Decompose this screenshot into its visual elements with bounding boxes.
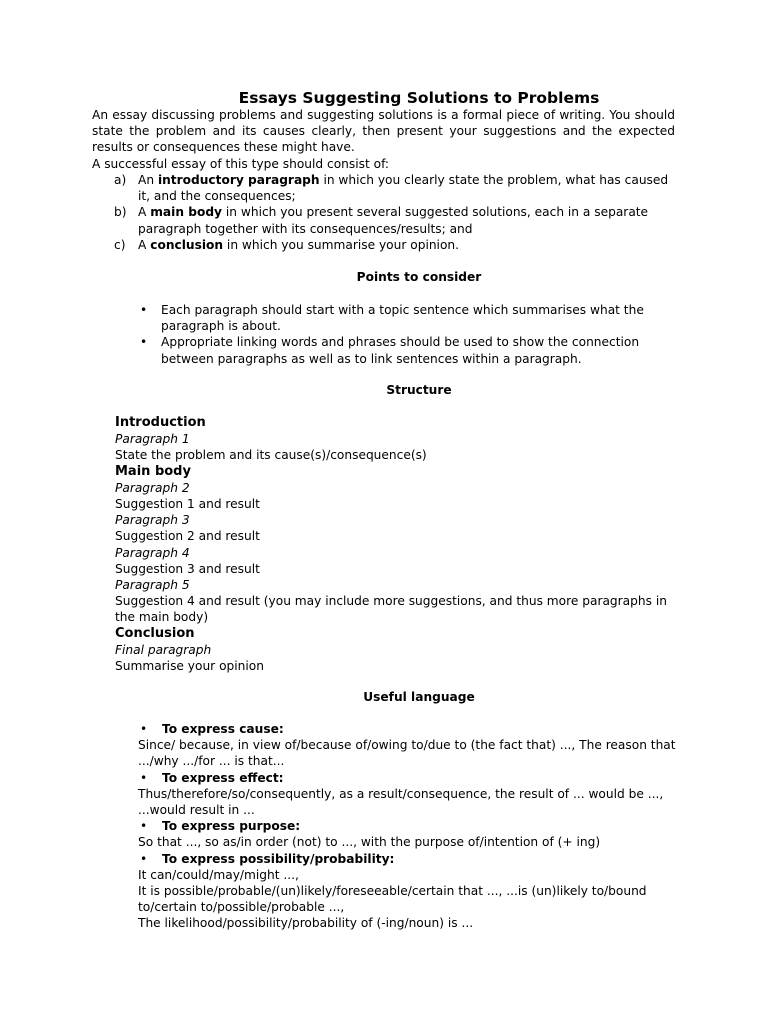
- paragraph-label: Paragraph 3: [115, 513, 190, 528]
- bullet-icon: •: [140, 819, 148, 834]
- paragraph-label: Paragraph 5: [115, 578, 190, 593]
- structure-heading: Structure: [386, 383, 452, 397]
- points-list: [140, 302, 660, 367]
- point-item: [140, 334, 660, 366]
- part-term: main body: [150, 205, 223, 220]
- part-desc: in which you clearly state the problem, what has caused it, and the consequences;: [138, 173, 669, 204]
- paragraph-label: Paragraph 4: [115, 545, 190, 560]
- paragraph-desc: State the problem and its cause(s)/consequence(s): [115, 448, 427, 463]
- paragraph-label: Final paragraph: [115, 642, 212, 657]
- cause-heading-text: To express cause:: [162, 722, 284, 736]
- useful-language-list: [138, 721, 693, 932]
- intro-paragraph: An essay discussing problems and suggesting solutions is a formal piece of writing. You should state the problem and its causes clearly, then present your suggestions and the expected results or consequences these might have.: [92, 108, 675, 155]
- paragraph-label: Paragraph 2: [115, 480, 190, 495]
- list-letter: c): [114, 237, 126, 252]
- paragraph-desc: Suggestion 4 and result (you may include more suggestions, and thus more paragraphs in the main body): [115, 594, 667, 625]
- bullet-icon: •: [140, 335, 148, 350]
- effect-heading: [138, 770, 693, 786]
- bullet-icon: •: [140, 722, 148, 736]
- section-introduction: Introduction: [115, 415, 206, 430]
- paragraph-desc: Suggestion 3 and result: [115, 561, 260, 576]
- possibility-line-3: The likelihood/possibility/probability of (-ing/noun) is ...: [138, 916, 474, 931]
- purpose-heading: [138, 818, 693, 834]
- point-text: Appropriate linking words and phrases should be used to show the connection between paragraphs as well as to link sentences within a paragraph.: [161, 335, 640, 366]
- essay-part-a: [114, 172, 674, 204]
- document-title: Essays Suggesting Solutions to Problems: [238, 89, 600, 107]
- section-main-body: Main body: [115, 463, 191, 479]
- structure-outline: [115, 415, 685, 674]
- paragraph-desc: Summarise your opinion: [115, 659, 264, 674]
- paragraph-desc: Suggestion 1 and result: [115, 497, 260, 512]
- purpose-text: So that ..., so as/in order (not) to ..., with the purpose of/intention of (+ ing): [138, 835, 601, 850]
- consist-line: A successful essay of this type should consist of:: [92, 157, 390, 171]
- list-letter: a): [114, 173, 127, 187]
- part-desc: in which you present several suggested solutions, each in a separate paragraph together with its consequences/results; and: [138, 205, 649, 236]
- cause-text: Since/ because, in view of/because of/owing to/due to (the fact that) ..., The reason that .../why .../for ... is that...: [138, 738, 676, 769]
- part-prefix: A: [138, 205, 151, 220]
- bullet-icon: •: [140, 770, 148, 785]
- essay-part-c: [114, 237, 674, 253]
- part-prefix: An: [138, 173, 158, 187]
- part-desc: in which you summarise your opinion.: [223, 237, 459, 252]
- part-term: conclusion: [150, 237, 224, 252]
- possibility-heading-text: To express possibility/probability:: [162, 851, 395, 866]
- effect-heading-text: To express effect:: [162, 770, 284, 785]
- essay-parts-list: [114, 172, 674, 253]
- bullet-icon: •: [140, 851, 148, 866]
- part-term: introductory paragraph: [157, 173, 320, 187]
- useful-language-heading: Useful language: [363, 690, 475, 704]
- essay-part-b: [114, 204, 674, 236]
- possibility-line-1: It can/could/may/might ...,: [138, 867, 299, 882]
- part-prefix: A: [138, 237, 151, 252]
- paragraph-desc: Suggestion 2 and result: [115, 529, 260, 544]
- section-conclusion: Conclusion: [115, 625, 195, 641]
- cause-heading: [138, 721, 693, 737]
- point-item: [140, 302, 660, 334]
- purpose-heading-text: To express purpose:: [162, 819, 301, 834]
- paragraph-label: Paragraph 1: [115, 432, 190, 447]
- list-letter: b): [114, 205, 127, 220]
- bullet-icon: •: [140, 303, 148, 317]
- possibility-line-2: It is possible/probable/(un)likely/foreseeable/certain that ..., ...is (un)likely to/bound to/certain to/possible/probable ...,: [138, 884, 647, 915]
- points-heading: Points to consider: [356, 270, 482, 284]
- point-text: Each paragraph should start with a topic sentence which summarises what the paragraph is about.: [161, 303, 644, 334]
- effect-text: Thus/therefore/so/consequently, as a result/consequence, the result of ... would be ..., ...would result in ...: [138, 786, 664, 818]
- possibility-heading: [138, 851, 693, 867]
